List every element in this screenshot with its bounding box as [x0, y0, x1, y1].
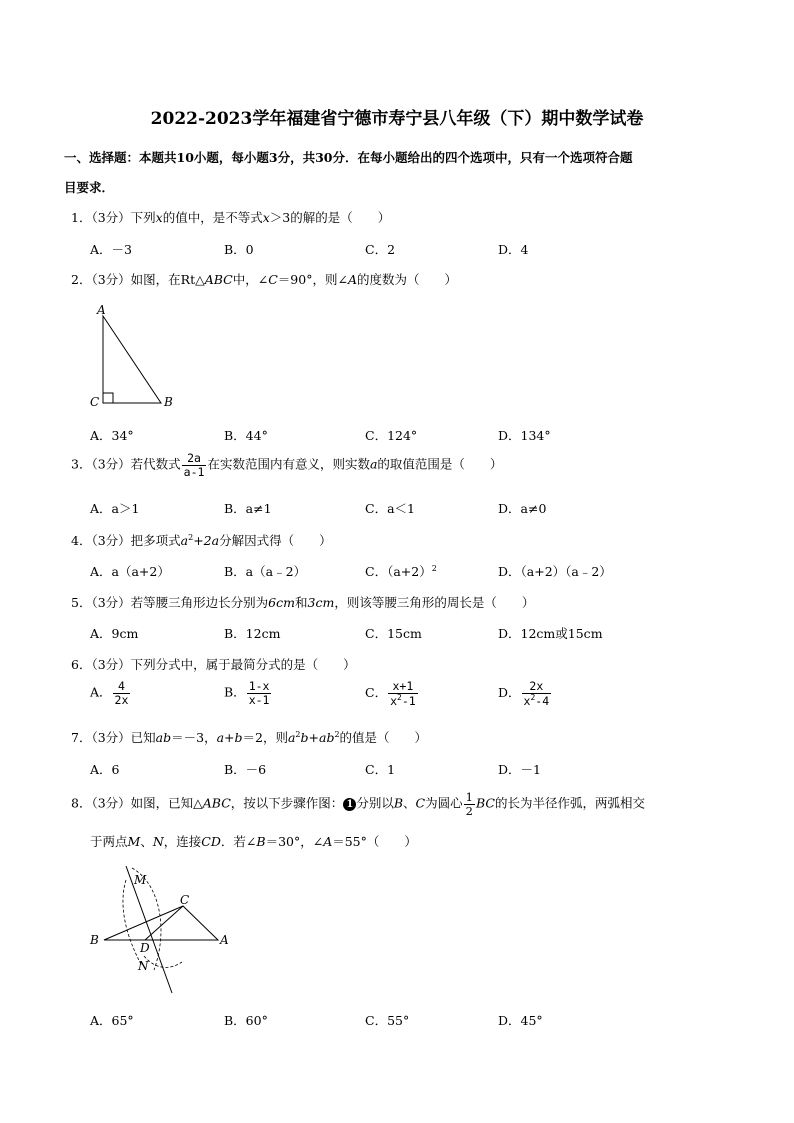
q8-construction-figure [84, 858, 244, 998]
q1-option-a[interactable]: A．－3 [90, 242, 132, 257]
q8-option-b[interactable]: B．60° [224, 1013, 268, 1028]
q8-point-d-label: D [140, 941, 150, 955]
page-title: 2022-2023学年福建省宁德市寿宁县八年级（下）期中数学试卷 [150, 109, 644, 129]
question-8-line1: 8．（3分）如图，已知△ABC，按以下步骤作图： 1 分别以B、C为圆心 $\frac{1}{2}$ BC的长为半径作弧，两弧相交 [71, 790, 645, 818]
q8-point-b-label: B [90, 933, 99, 947]
q7-option-d[interactable]: D．－1 [498, 762, 541, 777]
q3-option-b[interactable]: B．a≠1 [224, 501, 272, 516]
q5-option-b[interactable]: B．12cm [224, 626, 281, 641]
question-3: 3．（3分）若代数式 $\frac{2a}{a-1}$ 在实数范围内有意义，则实数a的取值范围是（ ） [71, 451, 503, 479]
question-8-line2: 于两点M、N，连接CD．若∠B＝30°，∠A＝55°（ ） [90, 834, 417, 849]
q1-option-c[interactable]: C．2 [365, 242, 396, 257]
question-5: 5．（3分）若等腰三角形边长分别为6cm和3cm，则该等腰三角形的周长是（ ） [71, 595, 535, 610]
q8-option-c[interactable]: C．55° [365, 1013, 410, 1028]
question-6: 6．（3分）下列分式中，属于最简分式的是（ ） [71, 657, 356, 672]
q2-vertex-a-label: A [97, 303, 106, 317]
question-2: 2．（3分）如图，在Rt△ABC中，∠C＝90°，则∠A的度数为（ ） [71, 272, 457, 287]
q1-option-d[interactable]: D．4 [498, 242, 529, 257]
q5-option-a[interactable]: A．9cm [90, 626, 139, 641]
circled-number-icon: 1 [343, 798, 356, 811]
q4-option-a[interactable]: A．a（a+2） [90, 564, 170, 579]
q3-option-d[interactable]: D．a≠0 [498, 501, 547, 516]
q4-option-c[interactable]: C．$(a+2)^2$ [365, 563, 437, 579]
q2-vertex-c-label: C [90, 395, 100, 409]
q2-vertex-b-label: B [164, 395, 173, 409]
q6-option-d[interactable]: D． $\frac{2x}{x^2-4}$ [498, 679, 550, 708]
q6-option-b[interactable]: B． $\frac{1-x}{x-1}$ [224, 679, 270, 707]
q3-fraction: $\frac{2a}{a-1}$ [183, 451, 205, 479]
q8-point-n-label: N [138, 959, 149, 973]
q4-option-b[interactable]: B．a（a﹣2） [224, 564, 307, 579]
q2-option-a[interactable]: A．34° [90, 428, 134, 443]
q6-option-c[interactable]: C． $\frac{x+1}{x^2-1}$ [365, 679, 416, 708]
q8-point-a-label: A [220, 933, 229, 947]
q3-option-c[interactable]: C．a＜1 [365, 501, 415, 516]
question-1: 1．（3分）下列x的值中，是不等式x＞3的解的是（ ） [71, 210, 391, 225]
q8-option-d[interactable]: D．45° [498, 1013, 543, 1028]
q8-fraction: $\frac{1}{2}$ [465, 790, 473, 818]
section-header-line2: 目要求． [64, 180, 115, 195]
q1-option-b[interactable]: B．0 [224, 242, 254, 257]
q2-right-triangle-figure [84, 298, 184, 412]
q6-option-a[interactable]: A． $\frac{4}{2x}$ [90, 679, 129, 707]
q8-option-a[interactable]: A．65° [90, 1013, 134, 1028]
q8-point-c-label: C [180, 893, 190, 907]
question-7: 7．（3分）已知ab＝－3，a+b＝2，则$a^2b+ab^2$的值是（ ） [71, 729, 428, 745]
q7-option-c[interactable]: C．1 [365, 762, 396, 777]
q5-option-c[interactable]: C．15cm [365, 626, 422, 641]
q2-option-c[interactable]: C．124° [365, 428, 418, 443]
q3-option-a[interactable]: A．a＞1 [90, 501, 140, 516]
section-header-line1: 一、选择题：本题共10小题，每小题3分，共30分．在每小题给出的四个选项中，只有一个选项符合题 [64, 150, 633, 165]
q7-option-b[interactable]: B．－6 [224, 762, 267, 777]
q8-point-m-label: M [134, 873, 147, 887]
q5-option-d[interactable]: D．12cm或15cm [498, 626, 603, 641]
question-4: 4．（3分）把多项式$a^2+2a$分解因式得（ ） [71, 532, 332, 548]
q7-option-a[interactable]: A．6 [90, 762, 120, 777]
q2-option-b[interactable]: B．44° [224, 428, 268, 443]
q4-option-d[interactable]: D．（a+2）（a﹣2） [498, 564, 612, 579]
q2-option-d[interactable]: D．134° [498, 428, 551, 443]
